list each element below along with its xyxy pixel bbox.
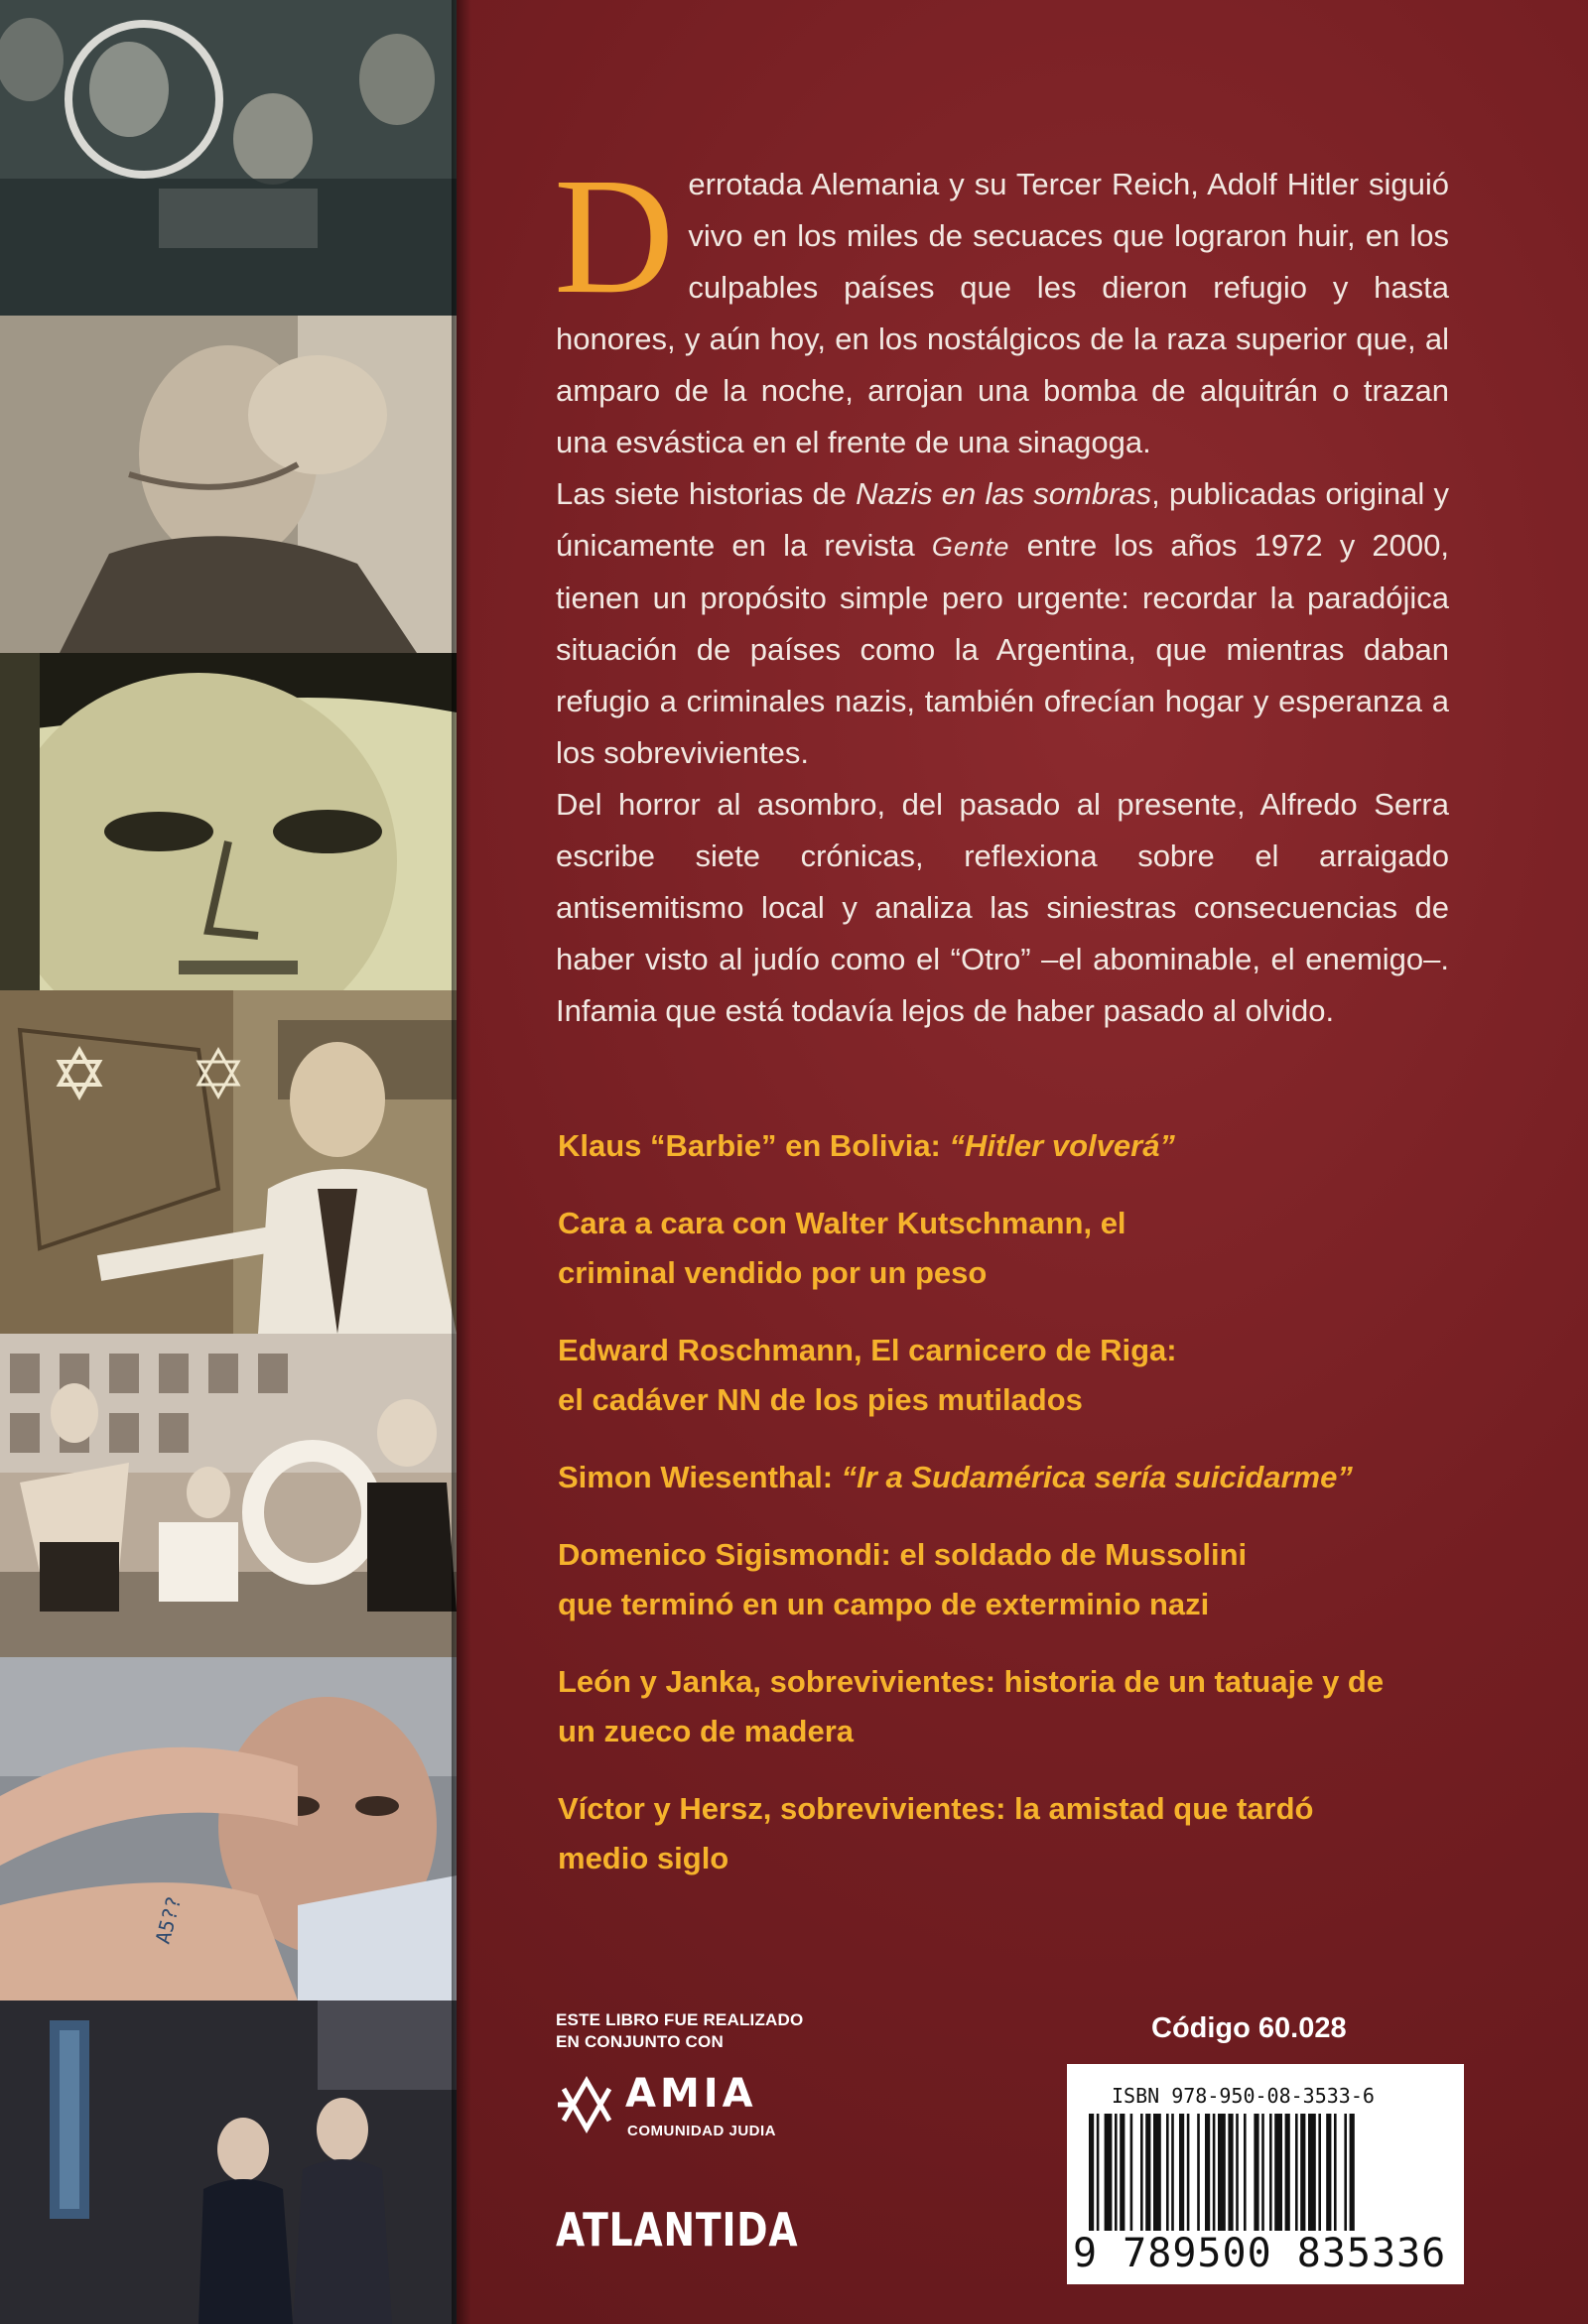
chapter-title: Edward Roschmann, El carnicero de Riga: el cadáver NN de los pies mutilados: [558, 1333, 1177, 1417]
photo-portrait-closeup: [0, 653, 457, 990]
amia-credit: [556, 2009, 814, 2139]
star-of-david-logo-icon: [556, 2069, 617, 2138]
chapter-item: [558, 1199, 1193, 1298]
photo-map-wiesenthal: [0, 990, 457, 1334]
chapter-quote: “Ir a Sudamérica sería suicidarme”: [841, 1460, 1353, 1494]
drop-cap: D: [554, 144, 675, 328]
photo-soldiers: [0, 0, 457, 316]
isbn-number: ISBN 978-950-08-3533-6: [1112, 2084, 1375, 2108]
chapter-title: Cara a cara con Walter Kutschmann, el criminal vendido por un peso: [558, 1206, 1126, 1290]
amia-logo-word: AMIA: [625, 2071, 757, 2117]
chapter-title: Domenico Sigismondi: el soldado de Mussolini que terminó en un campo de exterminio nazi: [558, 1537, 1248, 1621]
chapter-title: Simon Wiesenthal:: [558, 1460, 842, 1494]
chapter-title: Klaus “Barbie” en Bolivia:: [558, 1128, 950, 1163]
photo-survivor-tattoo: [0, 1657, 457, 2001]
photo-man-hand-on-head: [0, 316, 457, 653]
description-paragraph-3: Del horror al asombro, del pasado al presente, Alfredo Serra escribe siete crónicas, reflexiona sobre el arraigado antisemitismo local y analiza las siniestras consecuencias de haber visto al judío como el “Otro” –el abominable, el enemigo–. Infamia que está todavía lejos de haber pasado al olvido.: [556, 787, 1449, 1028]
chapter-title: León y Janka, sobrevivientes: historia de un tatuaje y de un zueco de madera: [558, 1664, 1385, 1748]
description-paragraph-2: [556, 468, 1449, 779]
chapter-item: [558, 1326, 1203, 1425]
photo-two-men-synagogue: [0, 2001, 457, 2324]
paragraph-2-text-b: , publicadas original y únicamente en la revista: [556, 476, 1449, 563]
amia-logo: [556, 2067, 814, 2156]
amia-note-line-1: ESTE LIBRO FUE REALIZADO: [556, 2010, 804, 2029]
chapter-quote: “Hitler volverá”: [949, 1128, 1175, 1163]
magazine-name: Gente: [931, 532, 1010, 562]
book-title-italic: Nazis en las sombras: [856, 476, 1152, 511]
paragraph-2-text-a: Las siete historias de: [556, 476, 857, 511]
description-paragraph-1: [554, 144, 1449, 468]
amia-note: [556, 2009, 814, 2053]
chapter-item: [558, 1657, 1391, 1756]
photo-beach-family: [0, 1334, 457, 1657]
spine-shadow: [452, 0, 471, 2324]
chapter-item: [558, 1784, 1391, 1883]
amia-logo-subtitle: COMUNIDAD JUDIA: [627, 2123, 776, 2139]
chapter-title: Víctor y Hersz, sobrevivientes: la amistad que tardó medio siglo: [558, 1791, 1314, 1875]
ean-number: 9 789500 835336: [1073, 2231, 1447, 2276]
publisher-name: ATLANTIDA: [556, 2203, 799, 2257]
book-description: [554, 144, 1449, 1037]
amia-note-line-2: EN CONJUNTO CON: [556, 2032, 724, 2051]
chapter-item: [558, 1530, 1302, 1629]
barcode-label: [1067, 2064, 1464, 2284]
product-code: Código 60.028: [1151, 2012, 1347, 2044]
barcode-bars: [1089, 2114, 1442, 2231]
paragraph-1-text: errotada Alemania y su Tercer Reich, Adolf Hitler siguió vivo en los miles de secuaces que lograron huir, en los culpables países que les dieron refugio y hasta honores, y aún hoy, en los nostálgicos de la raza superior que, al amparo de la noche, arrojan una bomba de alquitrán o trazan una esvástica en el frente de una sinagoga.: [556, 167, 1449, 459]
chapter-list: [558, 1121, 1451, 1911]
svg-text:A5??: A5??: [150, 1893, 187, 1947]
paragraph-2-text-c: entre los años 1972 y 2000, tienen un propósito simple pero urgente: recordar la paradójica situación de países como la Argentina, que mientras daban refugio a criminales nazis, también ofrecían hogar y esperanza a los sobrevivientes.: [556, 528, 1449, 770]
chapter-item: [558, 1121, 1451, 1171]
photo-strip: [0, 0, 457, 2324]
chapter-item: [558, 1453, 1451, 1502]
